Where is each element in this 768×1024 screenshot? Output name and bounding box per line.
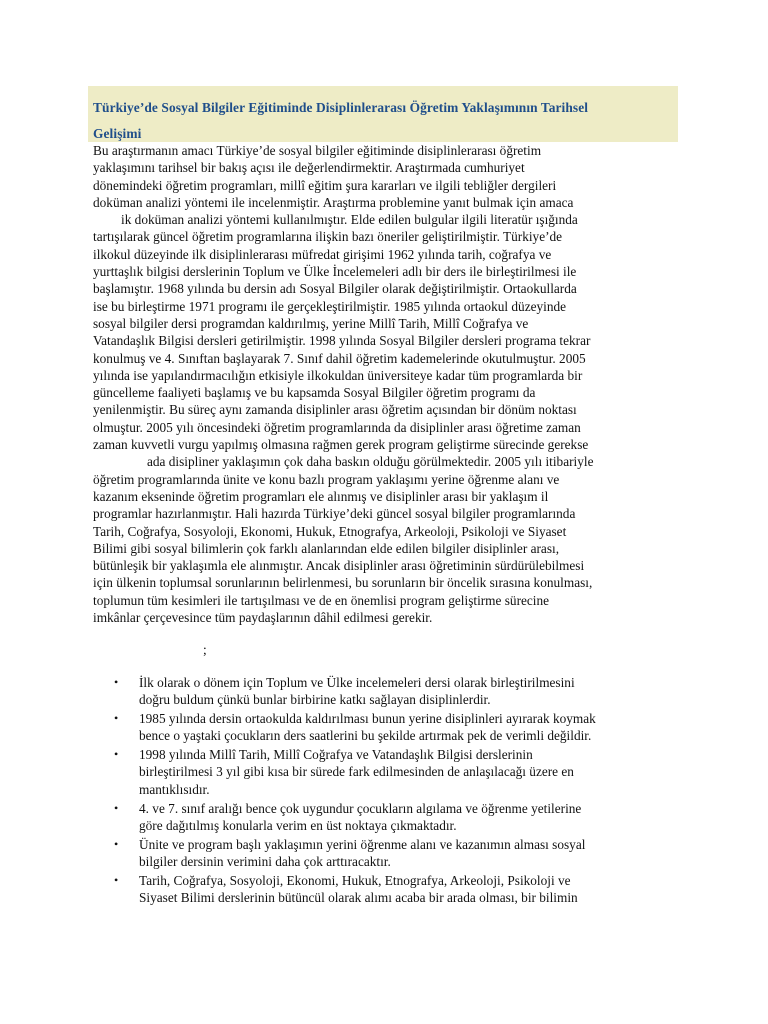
body-line: sosyal bilgiler dersi programdan kaldırılmış, yerine Millî Tarih, Millî Coğrafya ve xyxy=(93,315,529,331)
body-line: için ülkenin toplumsal sorunlarının belirlenmesi, bu sorunların bir öncelik sırasına konulması, xyxy=(93,575,593,591)
body-line: yenilenmiştir. Bu süreç aynı zamanda disiplinler arası öğretim açısından bir dönüm noktası xyxy=(93,402,577,418)
body-line: bütünleşik bir yaklaşımla ele alınmıştır. Ancak disiplinler arası öğretiminin sürdürülebilmesi xyxy=(93,558,585,574)
abstract-paragraph xyxy=(93,142,693,626)
bullet-line: 1998 yılında Millî Tarih, Millî Coğrafya ve Vatandaşlık Bilgisi derslerinin xyxy=(139,747,533,763)
list-item xyxy=(114,710,694,745)
body-line: ada disipliner yaklaşımın çok daha baskın olduğu görülmektedir. 2005 yılı itibariyle xyxy=(147,454,594,470)
body-line: başlamıştır. 1968 yılında bu dersin adı Sosyal Bilgiler olarak değiştirilmiştir. Ortaokullarda xyxy=(93,281,577,297)
list-item xyxy=(114,800,694,835)
body-line: dönemindeki öğretim programları, millî eğitim şura kararları ve ilgili tebliğler dergileri xyxy=(93,177,557,193)
body-line: güncelleme faaliyeti başlamış ve bu kapsamda Sosyal Bilgiler öğretim programı da xyxy=(93,385,536,401)
body-line: olmuştur. 2005 yılı öncesindeki öğretim programlarında da disiplinler arası öğretime zaman xyxy=(93,419,581,435)
body-line: kazanım ekseninde öğretim programları ele alınmış ve disiplinler arası bir yaklaşım il xyxy=(93,488,549,504)
bullet-line: Ünite ve program başlı yaklaşımın yerini öğrenme alanı ve kazanımın alması sosyal xyxy=(139,836,586,852)
body-line: doküman analizi yöntemi ile incelenmiştir. Araştırma problemine yanıt bulmak için amaca xyxy=(93,194,574,210)
bullet-line: Tarih, Coğrafya, Sosyoloji, Ekonomi, Hukuk, Etnografya, Arkeoloji, Psikoloji ve xyxy=(139,872,571,888)
body-line: ik doküman analizi yöntemi kullanılmıştır. Elde edilen bulgular ilgili literatür ışığında xyxy=(121,212,578,228)
body-line: imkânlar çerçevesince tüm paydaşlarının dâhil edilmesi gerekir. xyxy=(93,610,433,626)
separator-semicolon: ; xyxy=(203,642,207,657)
opinion-bullet-list xyxy=(114,674,694,908)
body-line: Vatandaşlık Bilgisi dersleri getirilmiştir. 1998 yılında Sosyal Bilgiler dersleri programa tekrar xyxy=(93,333,591,349)
body-line: ilkokul düzeyinde ilk disiplinlerarası müfredat girişimi 1962 yılında tarih, coğrafya ve xyxy=(93,246,552,262)
bullet-line: göre dağıtılmış konularla verim en üst noktaya çıkmaktadır. xyxy=(139,817,457,833)
body-line: Tarih, Coğrafya, Sosyoloji, Ekonomi, Hukuk, Etnografya, Arkeoloji, Psikoloji ve Siyaset xyxy=(93,523,567,539)
bullet-line: 1985 yılında dersin ortaokulda kaldırılması bunun yerine disiplinleri ayırarak koymak xyxy=(139,711,596,727)
body-line: tartışılarak güncel öğretim programlarına ilişkin bazı öneriler geliştirilmiştir. Türkiye’de xyxy=(93,229,563,245)
title-line: Gelişimi xyxy=(93,126,142,141)
bullet-line: Siyaset Bilimi derslerinin bütüncül olarak alımı acaba bir arada olması, bir bilimin xyxy=(139,890,578,906)
body-line: öğretim programlarında ünite ve konu bazlı program yaklaşımı yerine öğrenme alanı ve xyxy=(93,471,560,487)
body-line: yurttaşlık bilgisi derslerinin Toplum ve Ülke İncelemeleri adlı bir ders ile birleştirilmesi ile xyxy=(93,264,577,280)
bullet-line: mantıklısıdır. xyxy=(139,781,210,797)
bullet-icon: • xyxy=(114,836,119,851)
bullet-icon: • xyxy=(114,872,119,887)
bullet-line: 4. ve 7. sınıf aralığı bence çok uygundur çocukların algılama ve öğrenme yetilerine xyxy=(139,800,582,816)
bullet-line: İlk olarak o dönem için Toplum ve Ülke incelemeleri dersi olarak birleştirilmesini xyxy=(139,675,575,690)
body-line: ise bu birleştirme 1971 programı ile gerçekleştirilmiştir. 1985 yılında ortaokul düzeyinde xyxy=(93,298,567,314)
bullet-icon: • xyxy=(114,800,119,815)
list-item xyxy=(114,836,694,871)
list-item xyxy=(114,746,694,798)
bullet-icon: • xyxy=(114,711,119,726)
body-line: programlar hazırlanmıştır. Hali hazırda Türkiye’deki güncel sosyal bilgiler programlarında xyxy=(93,506,576,522)
body-line: Bilimi gibi sosyal bilimlerin çok farklı alanlarından elde edilen bilgiler disiplinler arası, xyxy=(93,540,560,556)
list-item xyxy=(114,872,694,907)
body-line: Bu araştırmanın amacı Türkiye’de sosyal bilgiler eğitiminde disiplinlerarası öğretim xyxy=(93,143,542,158)
title-line: Türkiye’de Sosyal Bilgiler Eğitiminde Disiplinlerarası Öğretim Yaklaşımının Tarihsel xyxy=(93,100,589,115)
bullet-line: bilgiler dersinin verimini daha çok arttıracaktır. xyxy=(139,853,391,869)
bullet-line: bence o yaştaki çocukların ders saatlerini bu şekilde artırmak pek de verimli değildir. xyxy=(139,728,592,744)
body-line: yaklaşımını tarihsel bir bakış açısı ile değerlendirmektir. Araştırmada cumhuriyet xyxy=(93,160,525,176)
bullet-line: birleştirilmesi 3 yıl gibi kısa bir sürede fark edilmesinden de anlaşılacağı üzere en xyxy=(139,764,574,780)
document-title xyxy=(93,95,673,147)
list-item xyxy=(114,674,694,709)
body-line: yılında ise yapılandırmacılığın etkisiyle ilkokuldan üniversiteye kadar tüm programlarda bir xyxy=(93,367,583,383)
bullet-line: doğru buldum çünkü bunlar birbirine katkı sağlayan disiplinlerdir. xyxy=(139,692,491,708)
bullet-icon: • xyxy=(114,747,119,762)
body-line: konulmuş ve 4. Sınıftan başlayarak 7. Sınıf dahil öğretim kademelerinde okutulmuştur. 2005 xyxy=(93,350,586,366)
bullet-icon: • xyxy=(114,675,119,689)
body-line: zaman kuvvetli vurgu yapılmış olmasına rağmen gerek program geliştirme sürecinde gerekse xyxy=(93,437,589,453)
body-line: toplumun tüm kesimleri ile tartışılması ve de en önemlisi program geliştirme sürecine xyxy=(93,592,550,608)
